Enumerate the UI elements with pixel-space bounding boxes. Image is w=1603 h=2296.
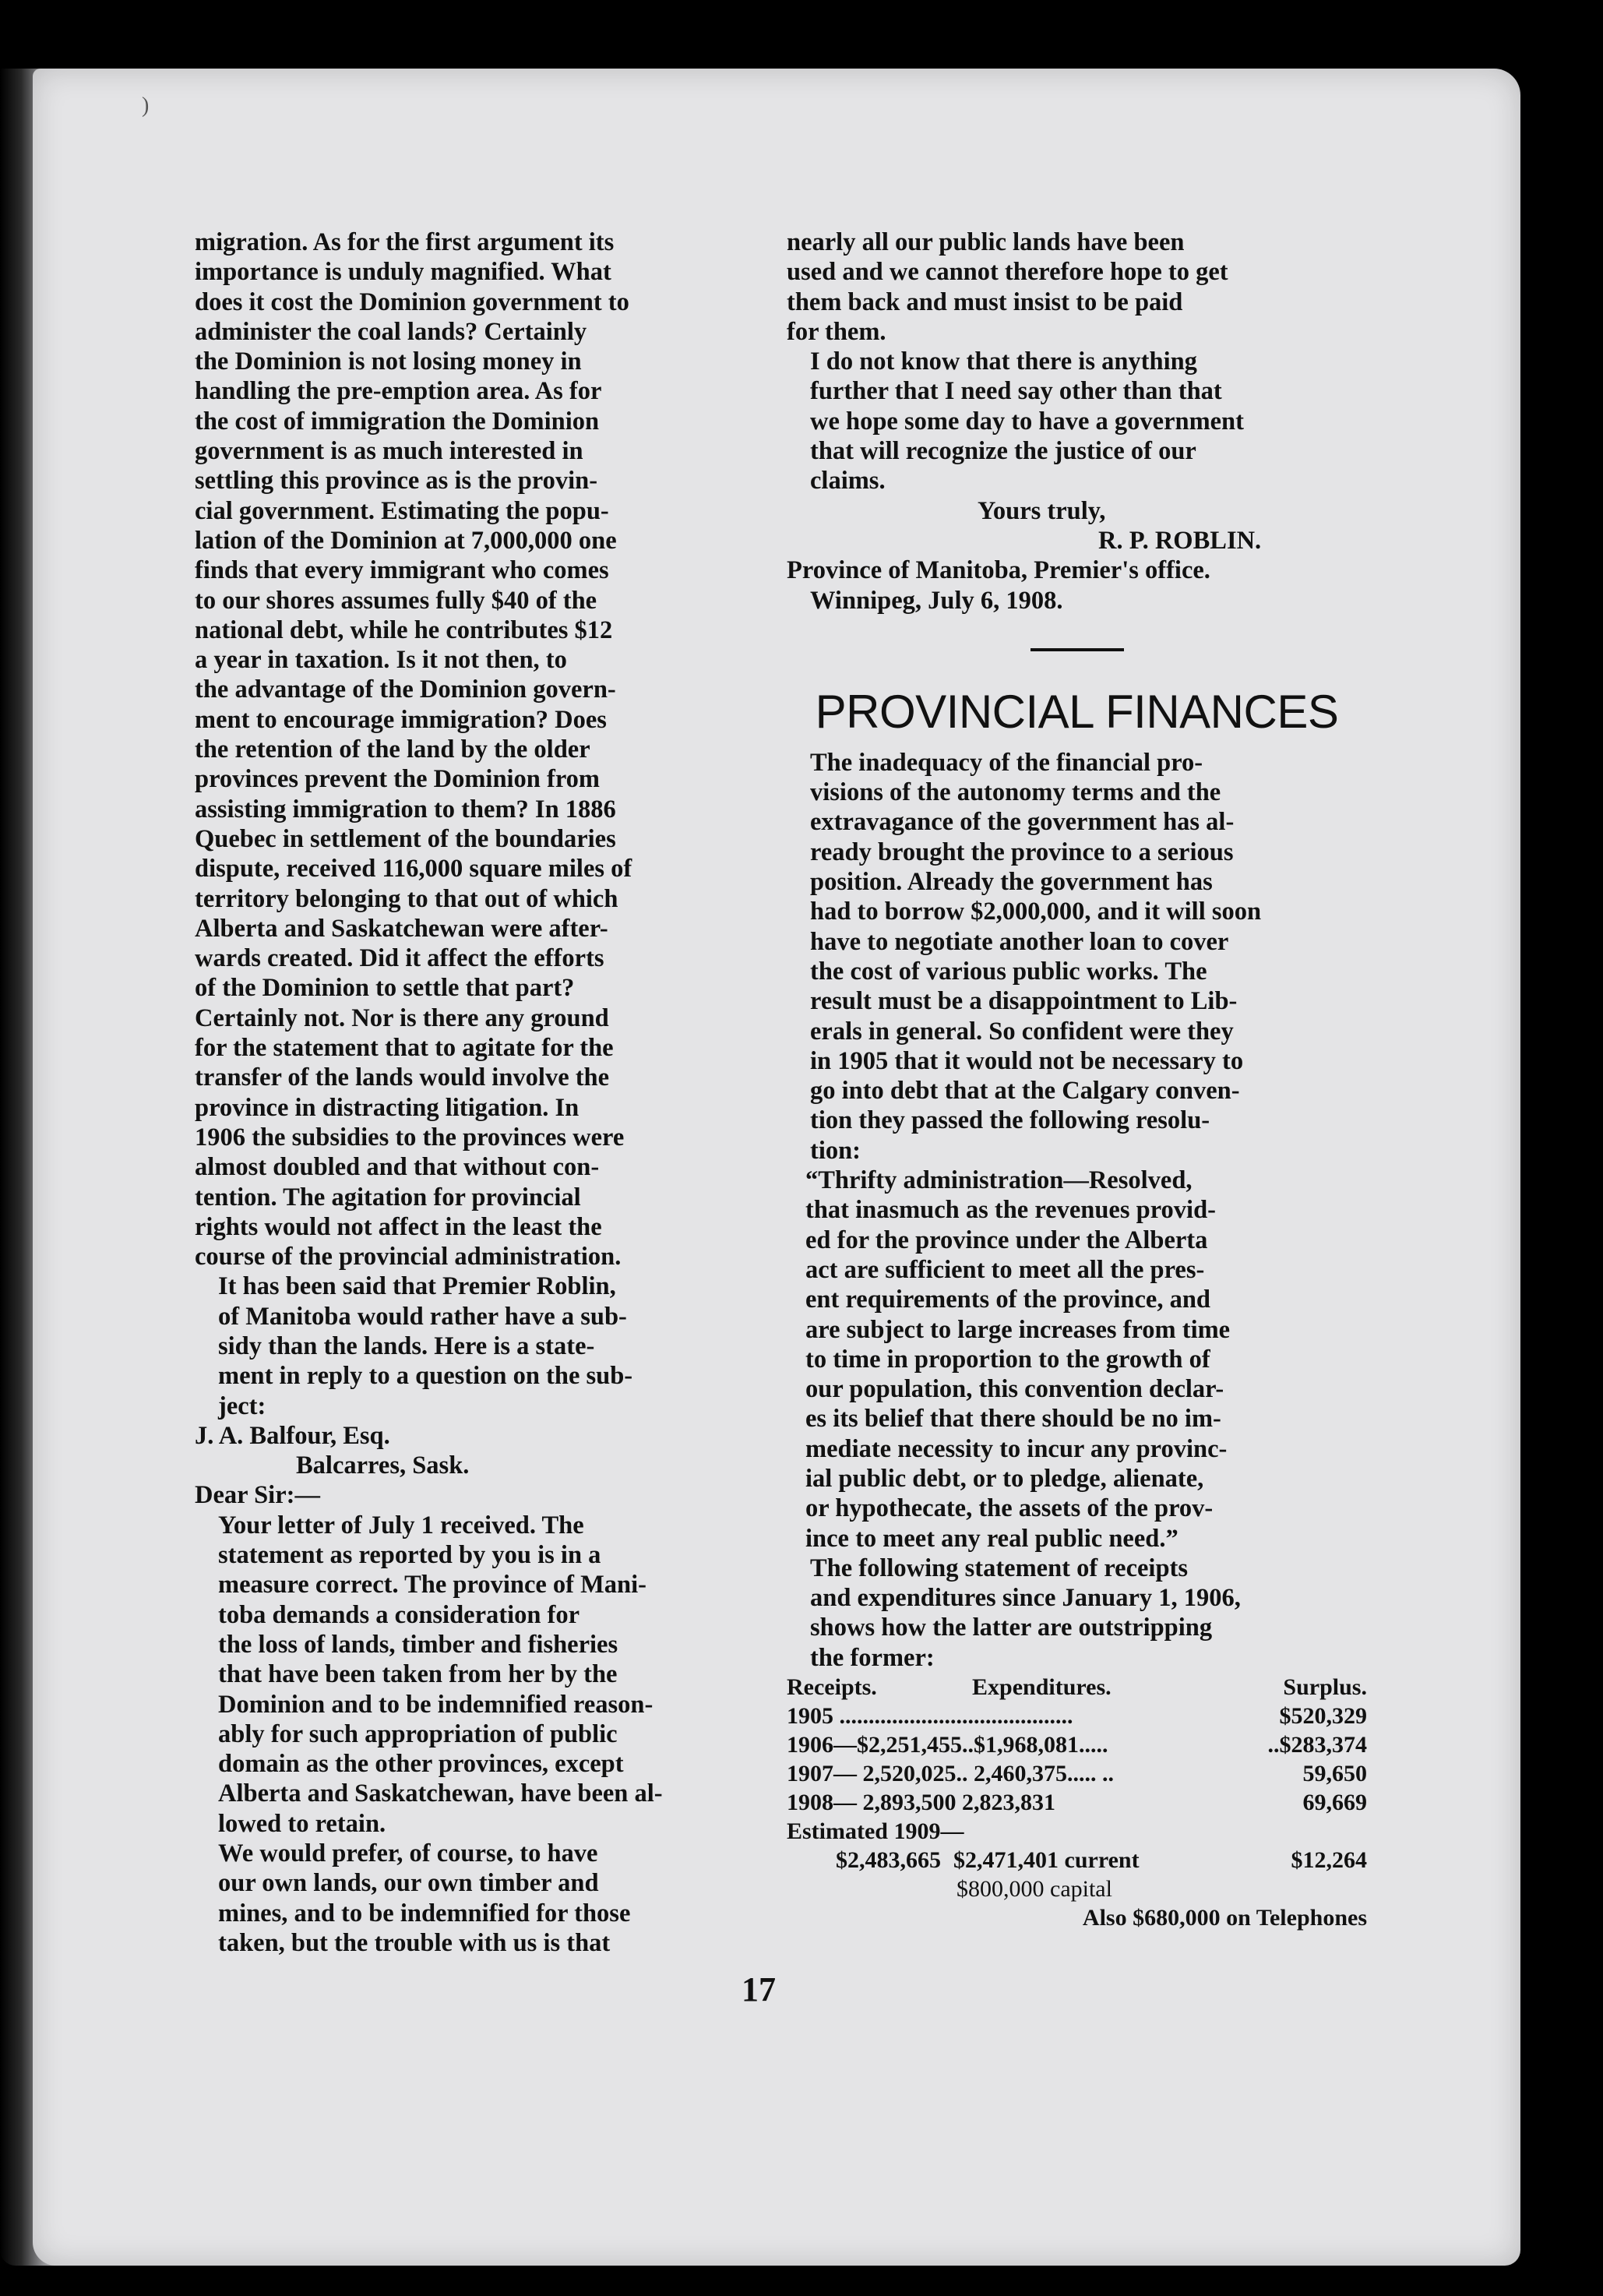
- text-line: government is as much interested in: [195, 437, 583, 466]
- text-line: extravagance of the government has al-: [810, 808, 1235, 837]
- text-line: We would prefer, of course, to have: [218, 1839, 598, 1868]
- text-line: or hypothecate, the assets of the prov-: [805, 1494, 1214, 1523]
- finances-paragraph-2: [787, 1554, 1367, 1673]
- text-line: and expenditures since January 1, 1906,: [810, 1584, 1241, 1613]
- page-number: 17: [742, 1970, 776, 2009]
- letter-signature: R. P. ROBLIN.: [1098, 526, 1262, 555]
- text-line: we hope some day to have a government: [810, 407, 1244, 436]
- text-line: position. Already the government has: [810, 868, 1213, 897]
- text-line: cial government. Estimating the popu-: [195, 496, 609, 525]
- table-row-telephones: [787, 1903, 1367, 1932]
- text-line: them back and must insist to be paid: [787, 287, 1183, 316]
- letter-addressee: J. A. Balfour, Esq.: [195, 1421, 390, 1450]
- text-line: handling the pre-emption area. As for: [195, 377, 602, 406]
- row-label: 1906—$2,251,455..$1,968,081.....: [787, 1732, 1108, 1758]
- telephones-note: Also $680,000 on Telephones: [1082, 1905, 1367, 1931]
- finance-table-header: [787, 1673, 1367, 1702]
- text-line: I do not know that there is anything: [810, 347, 1197, 376]
- text-line: act are sufficient to meet all the pres-: [805, 1255, 1205, 1284]
- estimated-expenditures: $2,471,401 current: [953, 1847, 1140, 1874]
- text-line: the advantage of the Dominion govern-: [195, 675, 616, 704]
- text-line: ial public debt, or to pledge, alienate,: [805, 1464, 1204, 1493]
- text-line: mediate necessity to incur any provinc-: [805, 1434, 1228, 1463]
- section-divider: [1030, 648, 1124, 651]
- estimated-surplus: $12,264: [1291, 1847, 1367, 1874]
- text-line: almost doubled and that without con-: [195, 1153, 600, 1182]
- header-surplus: Surplus.: [1283, 1674, 1367, 1701]
- text-line: finds that every immigrant who comes: [195, 556, 609, 585]
- text-line: used and we cannot therefore hope to get: [787, 258, 1228, 287]
- text-line: for the statement that to agitate for the: [195, 1034, 614, 1063]
- letter-body-1: [195, 1511, 771, 1839]
- resolution-quote: [787, 1166, 1367, 1554]
- text-line: result must be a disappointment to Lib-: [810, 987, 1238, 1016]
- header-expenditures: Expenditures.: [972, 1674, 1112, 1701]
- left-column: [195, 227, 771, 1958]
- left-paragraph-2: [195, 1271, 771, 1420]
- text-line: had to borrow $2,000,000, and it will soon: [810, 898, 1262, 926]
- text-line: province in distracting litigation. In: [195, 1093, 580, 1122]
- text-line: the retention of the land by the older: [195, 735, 590, 764]
- text-line: does it cost the Dominion government to: [195, 287, 629, 316]
- letter-closing-paragraph: [787, 347, 1367, 496]
- text-line: measure correct. The province of Mani-: [218, 1571, 646, 1599]
- text-line: that inasmuch as the revenues provid-: [805, 1196, 1216, 1225]
- text-line: tion:: [810, 1136, 861, 1165]
- text-line: ready brought the province to a serious: [810, 838, 1234, 866]
- row-surplus: $520,329: [1279, 1703, 1367, 1730]
- text-line: dispute, received 116,000 square miles of: [195, 855, 632, 883]
- table-row: [787, 1759, 1367, 1788]
- text-line: domain as the other provinces, except: [218, 1750, 624, 1779]
- text-line: Quebec in settlement of the boundaries: [195, 824, 616, 853]
- page-mark: ): [142, 93, 150, 118]
- text-line: Alberta and Saskatchewan, have been al-: [218, 1779, 663, 1808]
- text-line: the cost of immigration the Dominion: [195, 407, 600, 436]
- row-label: 1907— 2,520,025.. 2,460,375..... ..: [787, 1761, 1114, 1787]
- text-line: es its belief that there should be no im-: [805, 1405, 1221, 1434]
- letter-continuation: [787, 227, 1367, 347]
- letter-office: Province of Manitoba, Premier's office.: [787, 556, 1210, 585]
- text-line: in 1905 that it would not be necessary to: [810, 1046, 1244, 1075]
- estimated-receipts: $2,483,665: [836, 1847, 941, 1874]
- text-line: administer the coal lands? Certainly: [195, 317, 587, 346]
- text-line: the Dominion is not losing money in: [195, 347, 582, 376]
- text-line: to time in proportion to the growth of: [805, 1345, 1210, 1374]
- text-line: have to negotiate another loan to cover: [810, 927, 1229, 956]
- text-line: claims.: [810, 467, 886, 496]
- text-line: for them.: [787, 317, 886, 346]
- letter-closing: Yours truly,: [978, 496, 1106, 525]
- text-line: our own lands, our own timber and: [218, 1869, 599, 1898]
- text-line: go into debt that at the Calgary conven-: [810, 1077, 1240, 1106]
- section-heading: PROVINCIAL FINANCES: [815, 685, 1339, 738]
- text-line: Dominion and to be indemnified reason-: [218, 1690, 654, 1719]
- text-line: ably for such appropriation of public: [218, 1719, 618, 1748]
- letter-salutation: Dear Sir:—: [195, 1481, 320, 1510]
- text-line: The following statement of receipts: [810, 1554, 1189, 1582]
- row-surplus: 69,669: [1302, 1790, 1367, 1816]
- text-line: territory belonging to that out of which: [195, 884, 618, 913]
- finances-paragraph-1: [787, 748, 1367, 1166]
- letter-address: Balcarres, Sask.: [296, 1451, 470, 1480]
- text-line: lation of the Dominion at 7,000,000 one: [195, 526, 617, 555]
- table-row: [787, 1788, 1367, 1817]
- table-row-capital: [787, 1875, 1367, 1903]
- text-line: ince to meet any real public need.”: [805, 1524, 1178, 1553]
- text-line: wards created. Did it affect the efforts: [195, 944, 604, 973]
- header-receipts: Receipts.: [787, 1674, 877, 1701]
- right-column: [787, 227, 1367, 1932]
- text-line: mines, and to be indemnified for those: [218, 1899, 631, 1927]
- row-label: 1905 ........................................: [787, 1703, 1073, 1730]
- text-line: lowed to retain.: [218, 1809, 386, 1838]
- text-line: shows how the latter are outstripping: [810, 1614, 1213, 1642]
- text-line: settling this province as is the provin-: [195, 467, 598, 496]
- finance-table: [787, 1673, 1367, 1932]
- row-surplus: ..$283,374: [1267, 1732, 1367, 1758]
- text-line: of the Dominion to settle that part?: [195, 974, 575, 1003]
- text-line: a year in taxation. Is it not then, to: [195, 646, 567, 675]
- text-line: tention. The agitation for provincial: [195, 1183, 581, 1211]
- text-line: “Thrifty administration—Resolved,: [805, 1166, 1193, 1195]
- text-line: sidy than the lands. Here is a state-: [218, 1331, 595, 1360]
- text-line: of Manitoba would rather have a sub-: [218, 1302, 627, 1331]
- text-line: The inadequacy of the financial pro-: [810, 748, 1203, 777]
- text-line: the former:: [810, 1643, 935, 1672]
- text-line: erals in general. So confident were they: [810, 1017, 1234, 1046]
- text-line: ment to encourage immigration? Does: [195, 705, 607, 734]
- capital-note: $800,000 capital: [957, 1876, 1112, 1903]
- text-line: ment in reply to a question on the sub-: [218, 1362, 633, 1391]
- text-line: ent requirements of the province, and: [805, 1286, 1210, 1314]
- left-paragraph-1: [195, 227, 771, 1271]
- text-line: migration. As for the first argument its: [195, 228, 615, 256]
- text-line: importance is unduly magnified. What: [195, 258, 611, 287]
- text-line: to our shores assumes fully $40 of the: [195, 586, 597, 615]
- text-line: further that I need say other than that: [810, 377, 1222, 406]
- text-line: visions of the autonomy terms and the: [810, 778, 1221, 807]
- row-label: 1908— 2,893,500 2,823,831: [787, 1790, 1055, 1816]
- text-line: toba demands a consideration for: [218, 1600, 580, 1629]
- text-line: that will recognize the justice of our: [810, 437, 1196, 466]
- text-line: nearly all our public lands have been: [787, 228, 1185, 256]
- table-row: [787, 1702, 1367, 1730]
- text-line: ed for the province under the Alberta: [805, 1226, 1208, 1254]
- estimated-label: Estimated 1909—: [787, 1818, 964, 1845]
- text-line: Your letter of July 1 received. The: [218, 1511, 584, 1539]
- text-line: Alberta and Saskatchewan were after-: [195, 914, 608, 943]
- table-row-estimated: [787, 1817, 1367, 1846]
- text-line: are subject to large increases from time: [805, 1315, 1231, 1344]
- text-line: assisting immigration to them? In 1886: [195, 795, 616, 824]
- letter-body-2: [195, 1839, 771, 1958]
- table-row: [787, 1730, 1367, 1759]
- text-line: national debt, while he contributes $12: [195, 615, 613, 644]
- text-line: 1906 the subsidies to the provinces were: [195, 1123, 625, 1152]
- text-line: the cost of various public works. The: [810, 957, 1207, 986]
- text-line: that have been taken from her by the: [218, 1660, 618, 1689]
- table-row-estimated-values: [787, 1846, 1367, 1875]
- text-line: ject:: [218, 1391, 266, 1420]
- text-line: Certainly not. Nor is there any ground: [195, 1003, 609, 1032]
- text-line: provinces prevent the Dominion from: [195, 765, 600, 794]
- letter-place-date: Winnipeg, July 6, 1908.: [810, 586, 1063, 615]
- text-line: rights would not affect in the least the: [195, 1212, 602, 1241]
- row-surplus: 59,650: [1302, 1761, 1367, 1787]
- text-line: our population, this convention declar-: [805, 1375, 1224, 1404]
- text-line: course of the provincial administration.: [195, 1243, 622, 1271]
- text-line: tion they passed the following resolu-: [810, 1106, 1210, 1135]
- text-line: statement as reported by you is in a: [218, 1541, 601, 1570]
- text-line: taken, but the trouble with us is that: [218, 1928, 611, 1957]
- text-line: transfer of the lands would involve the: [195, 1063, 610, 1092]
- text-line: It has been said that Premier Roblin,: [218, 1272, 616, 1301]
- text-line: the loss of lands, timber and fisheries: [218, 1630, 618, 1659]
